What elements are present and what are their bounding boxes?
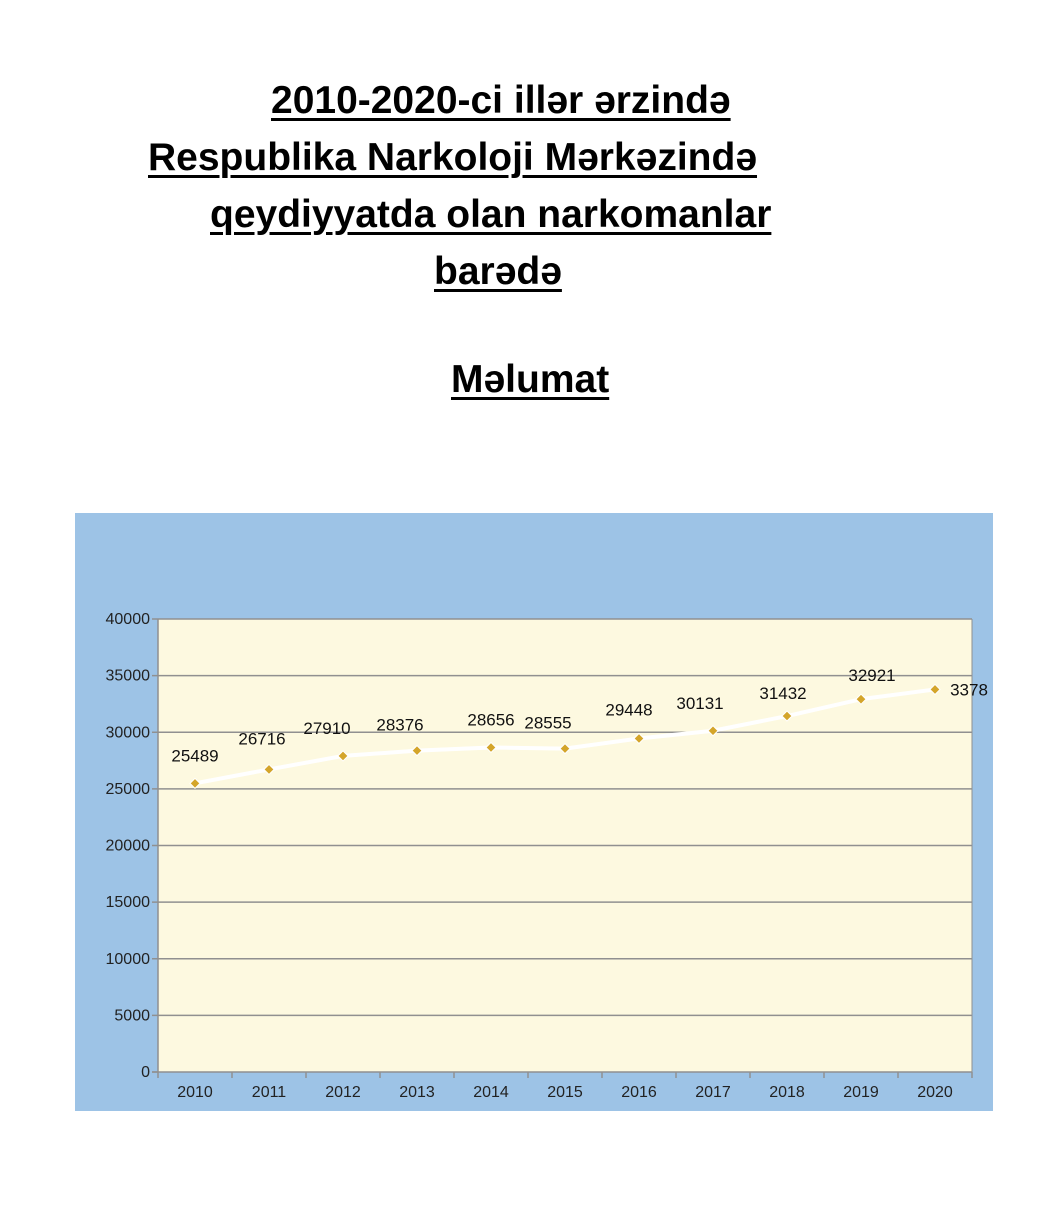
x-tick-label: 2019 [843,1084,879,1101]
x-tick-label: 2011 [251,1084,287,1101]
y-tick-label: 0 [141,1064,150,1081]
y-tick-label: 40000 [105,611,150,628]
y-tick-label: 10000 [105,950,150,968]
subtitle: Məlumat [451,358,610,401]
x-tick-label: 2012 [325,1084,361,1101]
data-label: 3378 [950,680,988,700]
data-label: 28555 [524,713,572,733]
title-line-2: Respublika Narkoloji Mərkəzində [148,136,758,179]
x-tick-label: 2014 [473,1084,509,1101]
x-tick-label: 2015 [547,1084,583,1101]
data-label: 31432 [759,684,807,704]
x-tick-label: 2016 [621,1084,657,1101]
y-tick-label: 25000 [105,780,150,798]
data-label: 28656 [467,710,515,730]
title-line-4: barədə [434,250,562,293]
line-chart [75,513,993,1111]
data-label: 28376 [376,715,424,735]
y-tick-label: 35000 [105,667,150,685]
y-tick-label: 5000 [114,1007,150,1025]
y-tick-label: 20000 [105,837,150,855]
chart-canvas [75,513,993,1111]
data-label: 26716 [238,729,286,749]
x-tick-label: 2020 [917,1084,953,1101]
title-line-3: qeydiyyatda olan narkomanlar [210,193,772,236]
data-label: 30131 [676,693,724,713]
x-tick-label: 2018 [769,1084,805,1101]
data-label: 27910 [303,718,351,738]
x-tick-label: 2017 [695,1084,731,1101]
data-label: 32921 [848,666,896,686]
x-tick-label: 2013 [399,1084,435,1101]
y-tick-label: 30000 [105,724,150,742]
y-tick-label: 15000 [105,894,150,912]
x-tick-label: 2010 [177,1084,213,1101]
title-line-1: 2010-2020-ci illər ərzində [271,79,731,122]
data-label: 25489 [171,746,219,766]
data-label: 29448 [605,700,653,720]
